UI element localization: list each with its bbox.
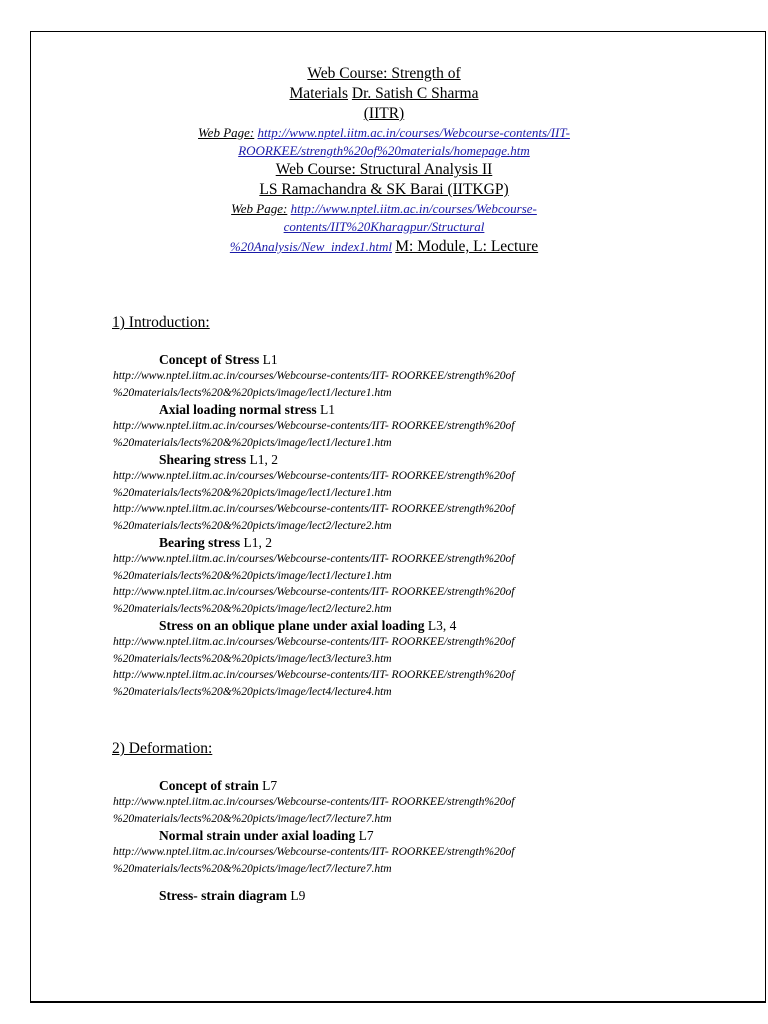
web-page-link-2-end[interactable]: %20Analysis/New_index1.html: [229, 239, 392, 254]
lecture-url[interactable]: %20materials/lects%20&%20picts/image/lect3/lecture3.htm: [113, 651, 392, 665]
instructors-2: LS Ramachandra & SK Barai (IITKGP): [259, 181, 509, 198]
topic-line: [159, 777, 613, 794]
lecture-ref: L7: [262, 778, 278, 793]
topic-title: Stress on an oblique plane under axial loading: [159, 618, 425, 633]
lecture-url[interactable]: %20materials/lects%20&%20picts/image/lect1/lecture1.htm: [113, 385, 392, 399]
course-title-1: Web Course: Strength of: [307, 65, 461, 82]
web-page-link-1-cont[interactable]: ROORKEE/strength%20of%20materials/homepage.htm: [238, 143, 530, 158]
topic-title: Concept of Stress: [159, 352, 260, 367]
lecture-url[interactable]: http://www.nptel.iitm.ac.in/courses/Webcourse-contents/IIT- ROORKEE/strength%20of: [113, 795, 515, 808]
section-list-deformation: [113, 777, 613, 904]
topic-title: Shearing stress: [159, 452, 247, 467]
lecture-url[interactable]: http://www.nptel.iitm.ac.in/courses/Webcourse-contents/IIT- ROORKEE/strength%20of: [113, 668, 515, 681]
module-lecture-legend: M: Module, L: Lecture: [395, 238, 539, 255]
web-page-2-line-3: [0, 236, 768, 258]
lecture-ref: L1: [262, 352, 278, 367]
lecture-url[interactable]: %20materials/lects%20&%20picts/image/lect2/lecture2.htm: [113, 518, 392, 532]
lecture-url[interactable]: %20materials/lects%20&%20picts/image/lect1/lecture1.htm: [113, 568, 392, 582]
lecture-url[interactable]: http://www.nptel.iitm.ac.in/courses/Webcourse-contents/IIT- ROORKEE/strength%20of: [113, 635, 515, 648]
topic-line: [159, 401, 613, 418]
topic-line: [159, 451, 613, 468]
course-title-2: Web Course: Structural Analysis II: [275, 161, 493, 178]
web-page-label-1: Web Page:: [198, 125, 255, 140]
section-title-deformation: 2) Deformation:: [112, 740, 213, 757]
web-page-2-line-2: [0, 218, 768, 236]
lecture-url[interactable]: %20materials/lects%20&%20picts/image/lect1/lecture1.htm: [113, 485, 392, 499]
lecture-ref: L1, 2: [243, 535, 272, 550]
header-line-1: [0, 64, 768, 84]
lecture-url[interactable]: http://www.nptel.iitm.ac.in/courses/Webcourse-contents/IIT- ROORKEE/strength%20of: [113, 419, 515, 432]
lecture-ref: L7: [358, 828, 374, 843]
topic-line: [159, 534, 613, 551]
web-page-1-line-2: [0, 142, 768, 160]
lecture-url[interactable]: %20materials/lects%20&%20picts/image/lect7/lecture7.htm: [113, 861, 392, 875]
lecture-url[interactable]: %20materials/lects%20&%20picts/image/lect2/lecture2.htm: [113, 601, 392, 615]
lecture-ref: L3, 4: [427, 618, 457, 633]
course-title-1-cont: Materials: [289, 85, 349, 102]
header-line-2: [0, 84, 768, 104]
header-line-5: [0, 180, 768, 200]
web-page-1-line-1: [0, 124, 768, 142]
lecture-url[interactable]: http://www.nptel.iitm.ac.in/courses/Webcourse-contents/IIT- ROORKEE/strength%20of: [113, 585, 515, 598]
topic-line: [159, 351, 613, 368]
web-page-link-1[interactable]: http://www.nptel.iitm.ac.in/courses/Webcourse-contents/IIT-: [257, 125, 570, 140]
instructor-1: Dr. Satish C Sharma: [351, 85, 479, 102]
section-title-introduction: 1) Introduction:: [112, 314, 210, 331]
header-line-3: [0, 104, 768, 124]
spacer: [113, 877, 613, 887]
topic-line: [159, 617, 613, 634]
topic-title: Stress- strain diagram: [159, 888, 287, 903]
lecture-url[interactable]: http://www.nptel.iitm.ac.in/courses/Webcourse-contents/IIT- ROORKEE/strength%20of: [113, 369, 515, 382]
topic-title: Axial loading normal stress: [159, 402, 317, 417]
topic-line: [159, 827, 613, 844]
lecture-url[interactable]: http://www.nptel.iitm.ac.in/courses/Webcourse-contents/IIT- ROORKEE/strength%20of: [113, 552, 515, 565]
section-list-introduction: [113, 351, 613, 700]
lecture-ref: L1: [320, 402, 336, 417]
web-page-link-2[interactable]: http://www.nptel.iitm.ac.in/courses/Webcourse-: [290, 201, 537, 216]
web-page-label-2: Web Page:: [231, 201, 288, 216]
topic-title: Concept of strain: [159, 778, 259, 793]
topic-title: Bearing stress: [159, 535, 241, 550]
web-page-link-2-cont[interactable]: contents/IIT%20Kharagpur/Structural: [283, 219, 485, 234]
header-line-4: [0, 160, 768, 180]
lecture-ref: L1, 2: [249, 452, 279, 467]
topic-line: [159, 887, 613, 904]
lecture-url[interactable]: http://www.nptel.iitm.ac.in/courses/Webcourse-contents/IIT- ROORKEE/strength%20of: [113, 845, 515, 858]
lecture-url[interactable]: http://www.nptel.iitm.ac.in/courses/Webcourse-contents/IIT- ROORKEE/strength%20of: [113, 469, 515, 482]
lecture-url[interactable]: http://www.nptel.iitm.ac.in/courses/Webcourse-contents/IIT- ROORKEE/strength%20of: [113, 502, 515, 515]
lecture-url[interactable]: %20materials/lects%20&%20picts/image/lect7/lecture7.htm: [113, 811, 392, 825]
institute-1: (IITR): [363, 105, 405, 122]
lecture-ref: L9: [290, 888, 306, 903]
topic-title: Normal strain under axial loading: [159, 828, 356, 843]
document-header: [0, 64, 768, 258]
lecture-url[interactable]: %20materials/lects%20&%20picts/image/lect1/lecture1.htm: [113, 435, 392, 449]
lecture-url[interactable]: %20materials/lects%20&%20picts/image/lect4/lecture4.htm: [113, 684, 392, 698]
web-page-2-line-1: [0, 200, 768, 218]
